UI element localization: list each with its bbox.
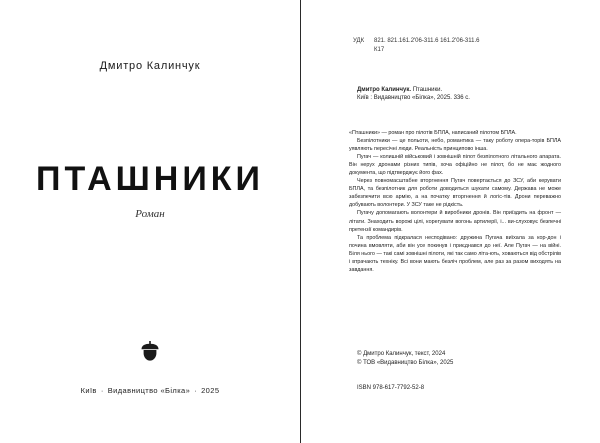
copyright-page xyxy=(301,0,600,443)
imprint-separator: · xyxy=(194,386,198,395)
annotation-paragraph: Та проблема підкралася несподівано: дружина Пугача виїхала за кор-дон і почина вмовляти, аби він усе покинув і приєднався до неї. Але Пугач — на війні. Біля нього — такі самі зовнішні пілоти, які так само літа-ють, ховаються від обстрілів і втрачають техніку. Всі вони мають безліч проблем, але раз за разом виходять на завдання. xyxy=(349,234,561,273)
classification-key: УДК xyxy=(353,38,365,44)
genre-label: Роман xyxy=(135,208,165,220)
isbn: ISBN 978-617-7792-52-8 xyxy=(357,385,425,391)
classification-block xyxy=(353,37,480,55)
imprint-publisher: Видавництво «Білка» xyxy=(107,386,191,395)
book-title: ПТАШНИКИ xyxy=(36,160,264,198)
classification-row xyxy=(353,46,480,55)
annotation-paragraph: Пугачу допомагають волонтери й виробники дронів. Він приїздить на фронт — літати. Знаходить ворожі цілі, корегувати вогонь артилерії, і... ви-слуховує безпечні претензії командирів. xyxy=(349,210,561,233)
bibliographic-entry xyxy=(357,86,557,102)
classification-value: 821. 821.161.2'06-311.6 161.2'06-311.6 xyxy=(374,38,480,44)
classification-row xyxy=(353,37,480,46)
bibliographic-title: Пташники. xyxy=(411,87,443,93)
copyright-notice xyxy=(357,350,453,368)
bibliographic-line xyxy=(357,86,557,94)
copyright-line: © ТОВ «Видавництво Білка», 2025 xyxy=(357,360,454,366)
imprint-year: 2025 xyxy=(201,386,220,395)
bibliographic-imprint: Київ : Видавництво «Білка», 2025. 336 с. xyxy=(357,95,470,101)
author-name: Дмитро Калинчук xyxy=(99,60,201,72)
annotation-paragraph: Через повномасштабне вторгнення Пугач повертається до ЗСУ, аби керувати БПЛА, та безпілотник для роботи доводиться шукати самому. Держава не може забезпечити всю армію, а на початку вторгнення й логіс-тів. Дрони переважно добувають волонтери. У ЗСУ таке не рідкість. xyxy=(349,178,561,209)
annotation-paragraph: «Пташники» — роман про пілотів БПЛА, написаний пілотом БПЛА. xyxy=(349,130,517,136)
imprint-separator: · xyxy=(100,386,104,395)
acorn-icon xyxy=(139,340,161,362)
annotation xyxy=(349,129,561,274)
annotation-paragraph: Пугач — колишній військовий і зовнішній пілот безпілотного літального апарата. Він нерух дронами різних типів, хоча офіційно не пілот, бо не має жодного документа, що підтверджує його фах. xyxy=(349,154,561,177)
imprint-city: Київ xyxy=(80,386,97,395)
classification-key xyxy=(353,46,374,55)
bibliographic-author: Дмитро Калинчук. xyxy=(357,87,412,93)
annotation-paragraph: Безпілотники — це польоти, небо, романтика — таку роботу опера-торів БПЛА уявляють пересічні люди. Реальність принципово інша. xyxy=(349,138,561,153)
copyright-line: © Дмитро Калинчук, текст, 2024 xyxy=(357,351,446,357)
classification-value: К17 xyxy=(374,47,385,53)
imprint-line xyxy=(0,386,300,395)
